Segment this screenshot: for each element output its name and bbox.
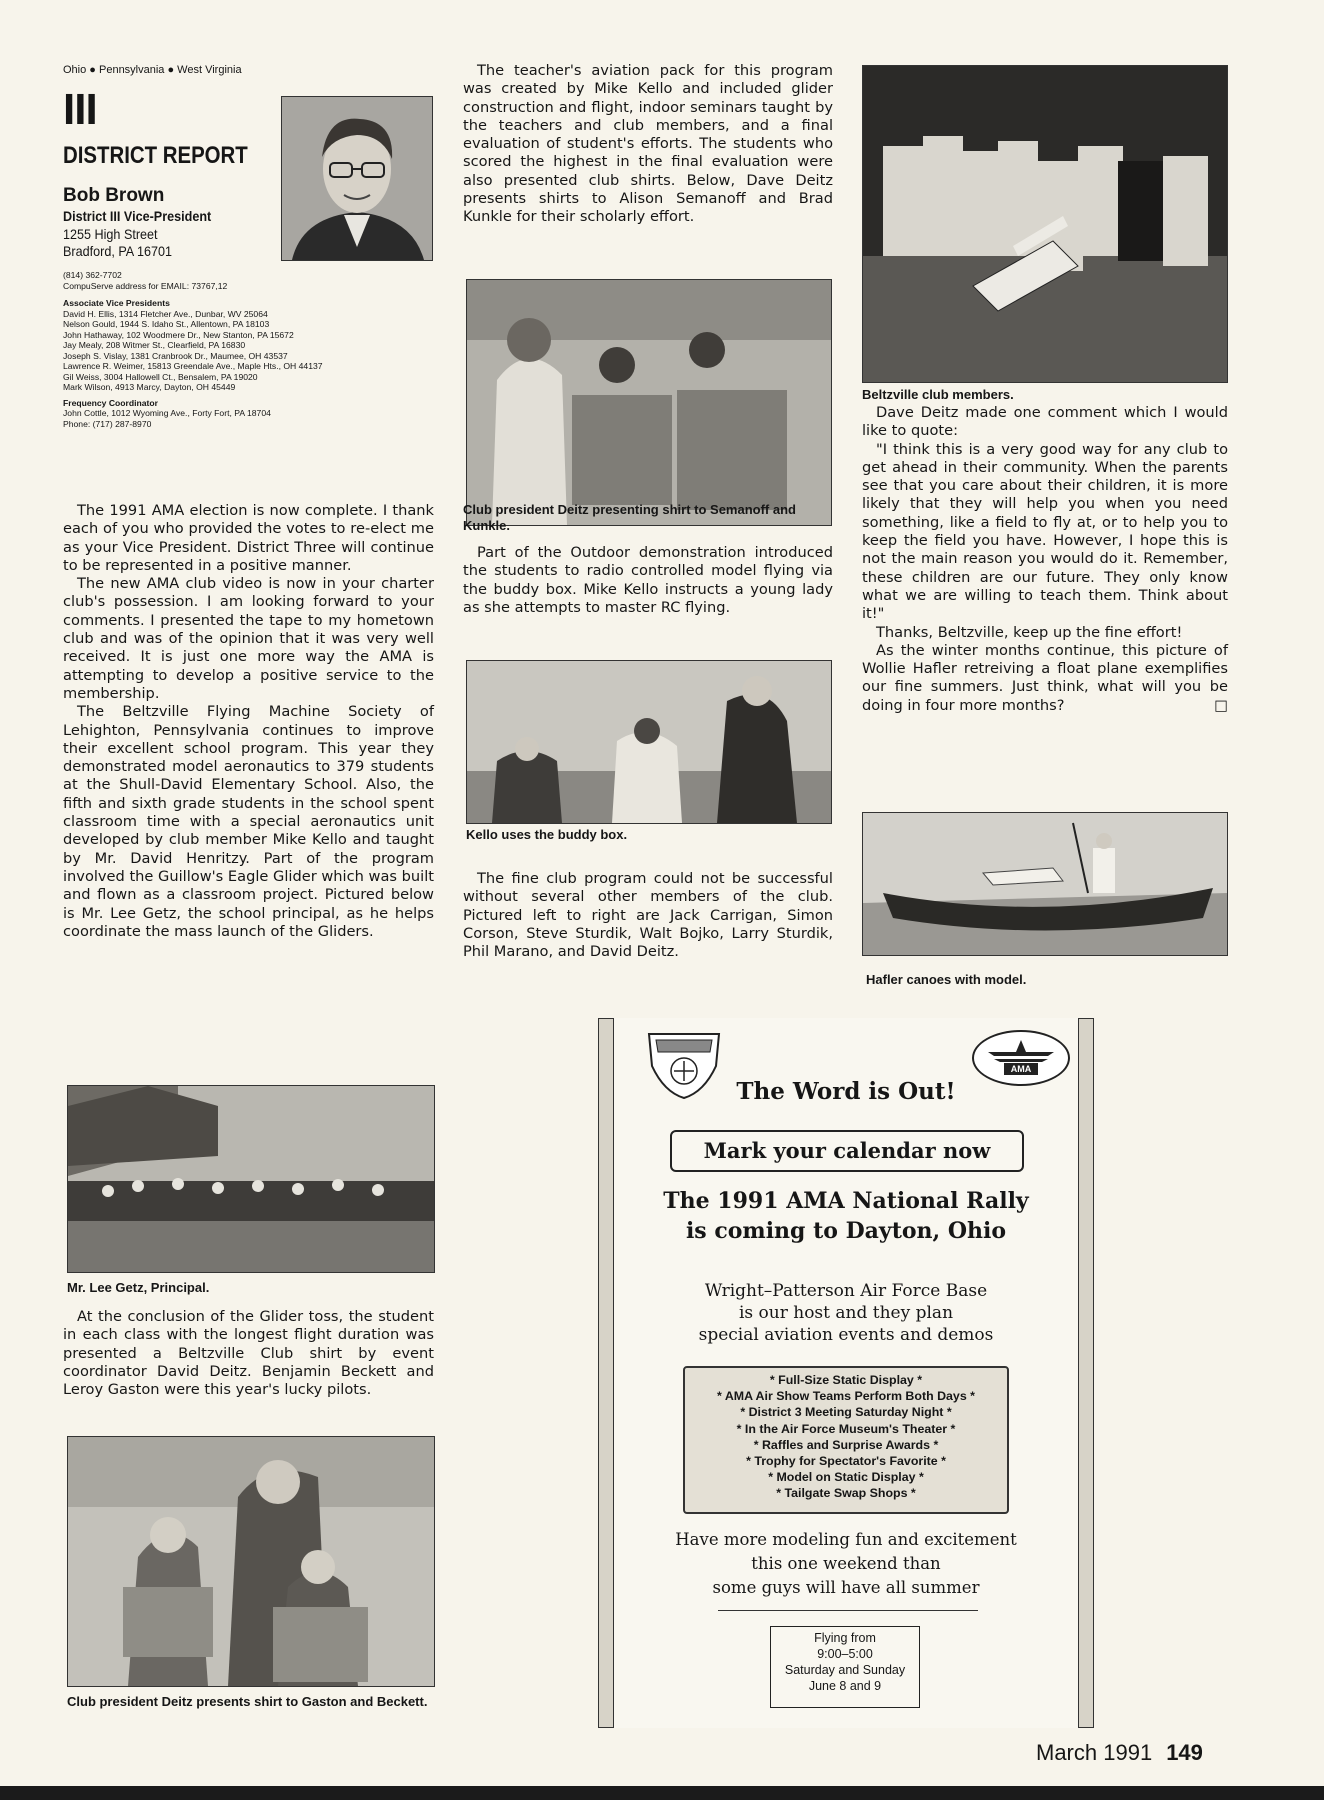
frequency-heading: Frequency Coordinator [63, 397, 159, 408]
photo-hafler-canoe [862, 812, 1228, 956]
page-number: 149 [1166, 1740, 1203, 1765]
ad-headline: The Word is Out! [736, 1078, 956, 1105]
event-item: * In the Air Force Museum's Theater * [736, 1421, 956, 1436]
page-folio [1036, 1740, 1203, 1766]
associate-2: Nelson Gould, 1944 S. Idaho St., Allentown, PA 18103 [63, 319, 270, 329]
issue-date: March 1991 [1036, 1740, 1153, 1765]
frequency-line-1: John Cottle, 1012 Wyoming Ave., Forty Fort, PA 18704 [63, 408, 271, 418]
rally-line-1: The 1991 AMA National Rally [663, 1188, 1029, 1214]
col2-text-3 [463, 870, 833, 961]
event-item: * Model on Static Display * [768, 1470, 924, 1485]
associates-heading: Associate Vice Presidents [63, 298, 170, 308]
caption-semanoff-kunkle: Club president Deitz presenting shirt to Semanoff and Kunkle. [463, 502, 796, 533]
col1-paragraph-3: The Beltzville Flying Machine Society of Lehighton, Pennsylvania continues to improve their excellent school program. This year they demonstrated model aeronautics to 379 students at the Shull-David Elementary School. Also, the fifth and sixth grade students in the school spent classroom time with a special aeronautics unit developed by club member Mike Kello and taught by Mr. David Henritzy. Part of the program involved the Guillow's Eagle Glider which was built and flown as a classroom project. Pictured below is Mr. Lee Getz, the school principal, as he helps coordinate the mass launch of the Gliders. [63, 703, 434, 940]
associate-4: Jay Mealy, 208 Witmer St., Clearfield, PA 16830 [63, 340, 246, 350]
ama-logo-text: AMA [1004, 1063, 1038, 1075]
caption-getz: Mr. Lee Getz, Principal. [67, 1280, 210, 1295]
caption-club-members: Beltzville club members. [862, 387, 1014, 402]
col2-paragraph-3: The fine club program could not be successful without several other members of the club. Pictured left to right are Jack Carrigan, Simon Corson, Steve Sturdik, Walt Bojko, Larry Sturdik, Phil Marano, and David Deitz. [463, 870, 833, 961]
scan-edge [0, 1786, 1324, 1800]
associate-6: Lawrence R. Weimer, 15813 Greendale Ave., Maple Hts., OH 44137 [63, 361, 323, 371]
caption-gaston-beckett: Club president Deitz presents shirt to Gaston and Beckett. [67, 1694, 428, 1709]
host-text [618, 1280, 1074, 1346]
col2-paragraph-1: The teacher's aviation pack for this program was created by Mike Kello and included glider construction and flight, indoor seminars taught by the teachers and club members, and a final evaluation of student's efforts. The students who scored the highest in the final evaluation were also presented club shirts. Below, Dave Deitz presents shirts to Alison Semanoff and Brad Kunkle for their scholarly effort. [463, 62, 833, 226]
flying-times-box [770, 1626, 920, 1708]
host-line-2: is our host and they plan [738, 1303, 954, 1323]
fly-line-3: Saturday and Sunday [784, 1663, 906, 1677]
mark-calendar-box: Mark your calendar now [670, 1130, 1024, 1172]
associate-7: Gil Weiss, 3004 Hallowell Ct., Bensalem, PA 19020 [63, 371, 258, 382]
author-name: Bob Brown [63, 185, 165, 206]
fly-line-1: Flying from [814, 1631, 876, 1645]
end-mark: □ [1214, 696, 1228, 714]
col3-paragraph-1: Dave Deitz made one comment which I would like to quote: [862, 404, 1228, 440]
associates-block [63, 298, 403, 429]
photo-semanoff-kunkle [466, 279, 832, 526]
more-fun-text [618, 1528, 1074, 1600]
ad-left-border [598, 1018, 614, 1728]
events-list [683, 1366, 1009, 1514]
states-line: Ohio ● Pennsylvania ● West Virginia [63, 64, 242, 76]
frequency-line-2: Phone: (717) 287-8970 [63, 418, 152, 429]
event-item: * Tailgate Swap Shops * [776, 1486, 916, 1501]
ad-content [618, 1018, 1074, 1728]
event-item: * Full-Size Static Display * [769, 1373, 923, 1387]
associate-8: Mark Wilson, 4913 Marcy, Dayton, OH 45449 [63, 382, 236, 392]
photo-club-members [862, 65, 1228, 383]
caption-buddy-box: Kello uses the buddy box. [466, 827, 628, 842]
col1-paragraph-4: At the conclusion of the Glider toss, the student in each class with the longest flight duration was presented a Beltzville Club shirt by event coordinator David Deitz. Benjamin Beckett and Leroy Gaston were this year's lucky pilots. [63, 1308, 434, 1399]
col3-paragraph-2: "I think this is a very good way for any club to get ahead in their community. When the parents see that you care about their children, it is more likely that they will help you when you need something, like a field to fly at, or to help you to keep the field you have. However, I hope this is not the main reason you would do it. Remember, these children are our future. They only know what we are willing to teach them. Think about it!" [862, 440, 1228, 623]
event-item: * AMA Air Show Teams Perform Both Days * [717, 1389, 975, 1404]
event-item: * District 3 Meeting Saturday Night * [740, 1405, 952, 1420]
host-line-1: Wright–Patterson Air Force Base [704, 1281, 988, 1301]
address-line-1: 1255 High Street [63, 226, 158, 242]
col1-paragraph-1: The 1991 AMA election is now complete. I thank each of you who provided the votes to re-elect me as your Vice President. District Three will continue to be represented in a positive manner. [63, 502, 434, 574]
page-title: DISTRICT REPORT [63, 142, 248, 169]
col2-text-2 [463, 544, 833, 617]
col2-paragraph-2: Part of the Outdoor demonstration introduced the students to radio controlled model flying via the buddy box. Mike Kello instructs a young lady as she attempts to master RC flying. [463, 544, 833, 616]
more-line-3: some guys will have all summer [712, 1578, 980, 1597]
associate-1: David H. Ellis, 1314 Fletcher Ave., Dunbar, WV 25064 [63, 308, 268, 319]
col3-text [862, 404, 1228, 715]
author-portrait [281, 96, 433, 261]
caption-hafler: Hafler canoes with model. [866, 972, 1027, 987]
ad-right-border [1078, 1018, 1094, 1728]
event-item: * Raffles and Surprise Awards * [753, 1437, 939, 1452]
more-line-2: this one weekend than [751, 1554, 941, 1573]
col1-text [63, 502, 434, 941]
address-line-2: Bradford, PA 16701 [63, 243, 173, 259]
photo-gaston-beckett [67, 1436, 435, 1687]
event-item: * Trophy for Spectator's Favorite * [746, 1454, 946, 1469]
author-role: District III Vice-President [63, 208, 212, 224]
fly-line-2: 9:00–5:00 [817, 1647, 873, 1661]
rally-advertisement [598, 1018, 1094, 1728]
photo-getz [67, 1085, 435, 1273]
district-numeral: III [63, 85, 97, 134]
photo-buddy-box [466, 660, 832, 824]
rally-line-2: is coming to Dayton, Ohio [685, 1218, 1007, 1244]
ama-wings-icon [974, 1032, 1068, 1084]
more-line-1: Have more modeling fun and excitement [675, 1530, 1017, 1549]
associate-3: John Hathaway, 102 Woodmere Dr., New Stanton, PA 15672 [63, 329, 294, 340]
col3-paragraph-4 [862, 642, 1228, 715]
col1-paragraph-2: The new AMA club video is now in your charter club's possession. I am looking forward to your comments. I presented the tape to my hometown club and was of the opinion that it was very well received. It is just one more way the AMA is attempting to develop a positive service to the membership. [63, 575, 434, 702]
col1-text-2 [63, 1308, 434, 1399]
host-line-3: special aviation events and demos [698, 1325, 994, 1345]
email-line: CompuServe address for EMAIL: 73767,12 [63, 281, 228, 291]
col3-paragraph-4-text: As the winter months continue, this picture of Wollie Hafler retreiving a float plane exemplifies our fine summers. Just think, what will you be doing in four more months? [862, 641, 1228, 714]
rally-announcement [618, 1186, 1074, 1246]
phone: (814) 362-7702 [63, 270, 122, 280]
col2-text [463, 62, 833, 227]
ad-divider [718, 1610, 978, 1611]
col3-paragraph-3: Thanks, Beltzville, keep up the fine effort! [876, 623, 1183, 641]
fly-line-4: June 8 and 9 [808, 1679, 882, 1693]
associate-5: Joseph S. Vislay, 1381 Cranbrook Dr., Maumee, OH 43537 [63, 350, 288, 361]
